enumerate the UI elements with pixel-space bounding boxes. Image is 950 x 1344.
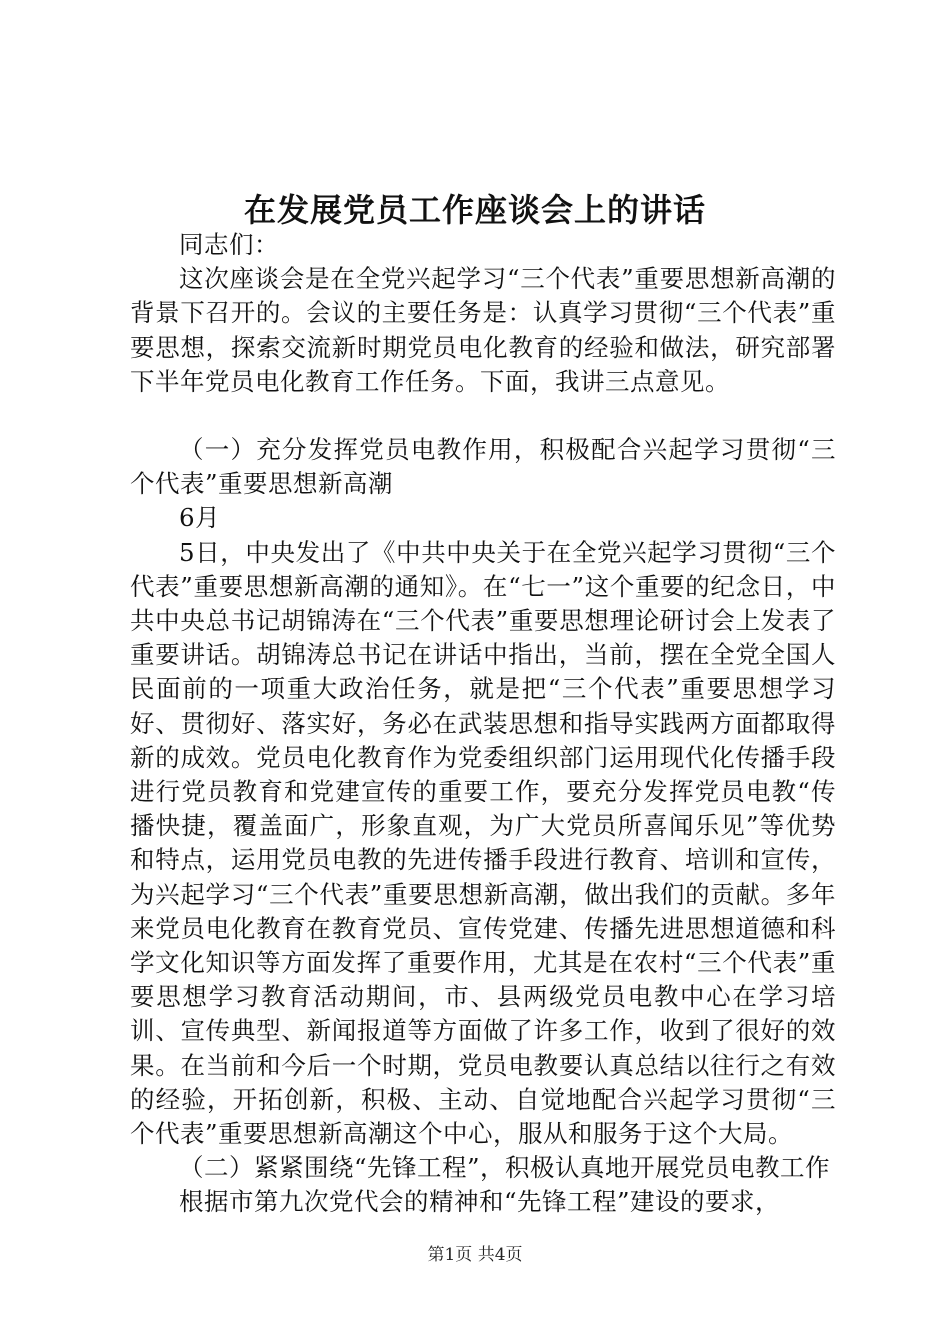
- page-footer: 第1页 共4页: [427, 1245, 523, 1265]
- section-heading-2: （二）紧紧围绕“先锋工程”，积极认真地开展党员电教工作: [179, 1153, 831, 1183]
- date-month: 6月: [179, 503, 221, 533]
- section-heading-1: （一）充分发挥党员电教作用，积极配合兴起学习贯彻“三个代表”重要思想新高潮: [130, 435, 836, 499]
- document-body: [130, 228, 836, 1220]
- paragraph-intro: 这次座谈会是在全党兴起学习“三个代表”重要思想新高潮的背景下召开的。会议的主要任务是：认真学习贯彻“三个代表”重要思想，探索交流新时期党员电化教育的经验和做法，研究部署下半年党员电化教育工作任务。下面，我讲三点意见。: [130, 264, 836, 396]
- paragraph-gap: [130, 399, 836, 433]
- document-title: 在发展党员工作座谈会上的讲话: [243, 191, 706, 229]
- paragraph-body-1: 5日，中央发出了《中共中央关于在全党兴起学习贯彻“三个代表”重要思想新高潮的通知》。在“七一”这个重要的纪念日，中共中央总书记胡锦涛在“三个代表”重要思想理论研讨会上发表了重要讲话。胡锦涛总书记在讲话中指出，当前，摆在全党全国人民面前的一项重大政治任务，就是把“三个代表”重要思想学习好、贯彻好、落实好，务必在武装思想和指导实践两方面都取得新的成效。党员电化教育作为党委组织部门运用现代化传播手段进行党员教育和党建宣传的重要工作，要充分发挥党员电教“传播快捷，覆盖面广，形象直观，为广大党员所喜闻乐见”等优势和特点，运用党员电教的先进传播手段进行教育、培训和宣传，为兴起学习“三个代表”重要思想新高潮，做出我们的贡献。多年来党员电化教育在教育党员、宣传党建、传播先进思想道德和科学文化知识等方面发挥了重要作用，尤其是在农村“三个代表”重要思想学习教育活动期间，市、县两级党员电教中心在学习培训、宣传典型、新闻报道等方面做了许多工作，收到了很好的效果。在当前和今后一个时期，党员电教要认真总结以往行之有效的经验，开拓创新，积极、主动、自觉地配合兴起学习贯彻“三个代表”重要思想新高潮这个中心，服从和服务于这个大局。: [130, 537, 836, 1149]
- salutation: 同志们：: [179, 230, 279, 259]
- paragraph-body-2: 根据市第九次党代会的精神和“先锋工程”建设的要求，: [179, 1187, 781, 1217]
